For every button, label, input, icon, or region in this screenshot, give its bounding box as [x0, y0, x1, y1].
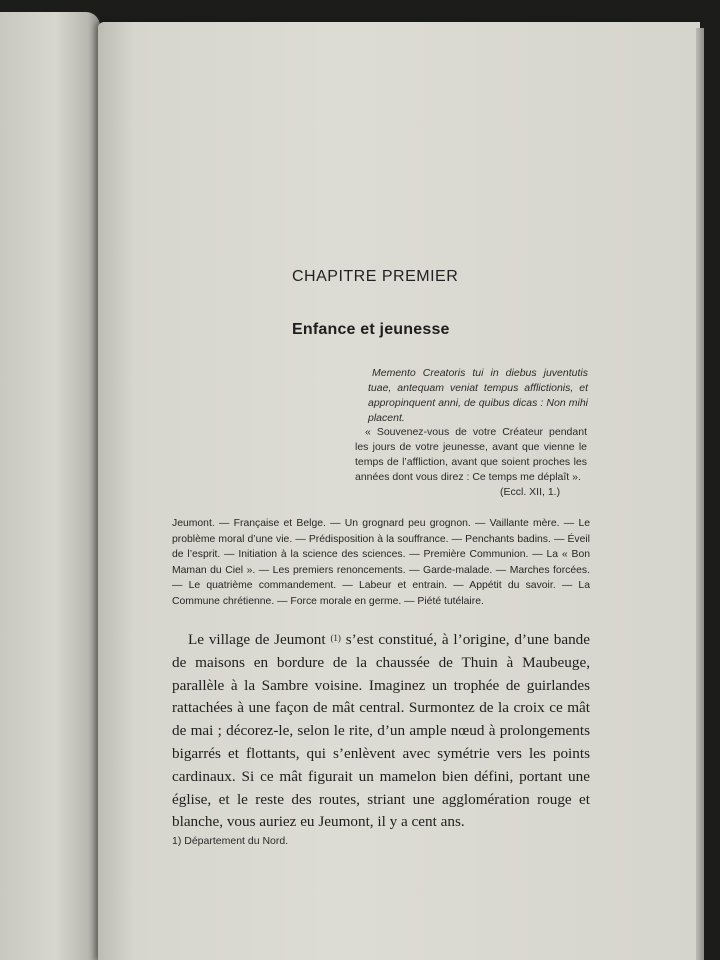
section-title: Enfance et jeunesse	[292, 321, 450, 338]
footnote-reference: (1)	[330, 633, 341, 643]
page-edge	[696, 28, 704, 960]
chapter-title: CHAPITRE PREMIER	[292, 268, 459, 285]
left-page	[0, 12, 100, 960]
epigraph-citation: (Eccl. XII, 1.)	[500, 486, 561, 498]
body-paragraph	[172, 627, 590, 834]
epigraph-translation: « Souvenez-vous de votre Créateur pendant les jours de votre jeunesse, avant que vienne le temps de l’affliction, avant que soient proches les années dont vous direz : Ce temps me déplaît ».	[355, 426, 587, 483]
epigraph-latin: Memento Creatoris tui in diebus juventutis tuae, antequam veniat tempus afflictionis, et appropinquent anni, de quibus dicas : Non mihi placent.	[368, 367, 588, 424]
chapter-summary: Jeumont. — Française et Belge. — Un grognard peu grognon. — Vaillante mère. — Le problème moral d’une vie. — Prédisposition à la souffrance. — Penchants badins. — Éveil de l’esprit. — Initiation à la science des sciences. — Première Communion. — La « Bon Maman du Ciel ». — Les premiers renoncements. — Garde-malade. — Marches forcées. — Le quatrième commandement. — Labeur et entrain. — Appétit du savoir. — La Commune chrétienne. — Force morale en germe. — Piété tutélaire.	[172, 518, 590, 607]
body-text-start: Le village de Jeumont	[188, 631, 326, 648]
footnote: 1) Département du Nord.	[172, 835, 289, 847]
body-text-rest: s’est constitué, à l’origine, d’une bande de maisons en bordure de la chaussée de Thuin à Maubeuge, parallèle à la Sambre voisine. Imaginez un trophée de guirlandes rattachées à une façon de mât central. Surmontez de la croix ce mât de mai ; décorez-le, selon le rite, d’un ample nœud à prolongements bigarrés et flottants, qui s’enlèvent avec symétrie vers les points cardinaux. Si ce mât figurait un mamelon bien défini, portant une église, et le reste des routes, striant une agglomération rouge et blanche, vous auriez eu Jeumont, il y a cent ans.	[172, 631, 590, 831]
